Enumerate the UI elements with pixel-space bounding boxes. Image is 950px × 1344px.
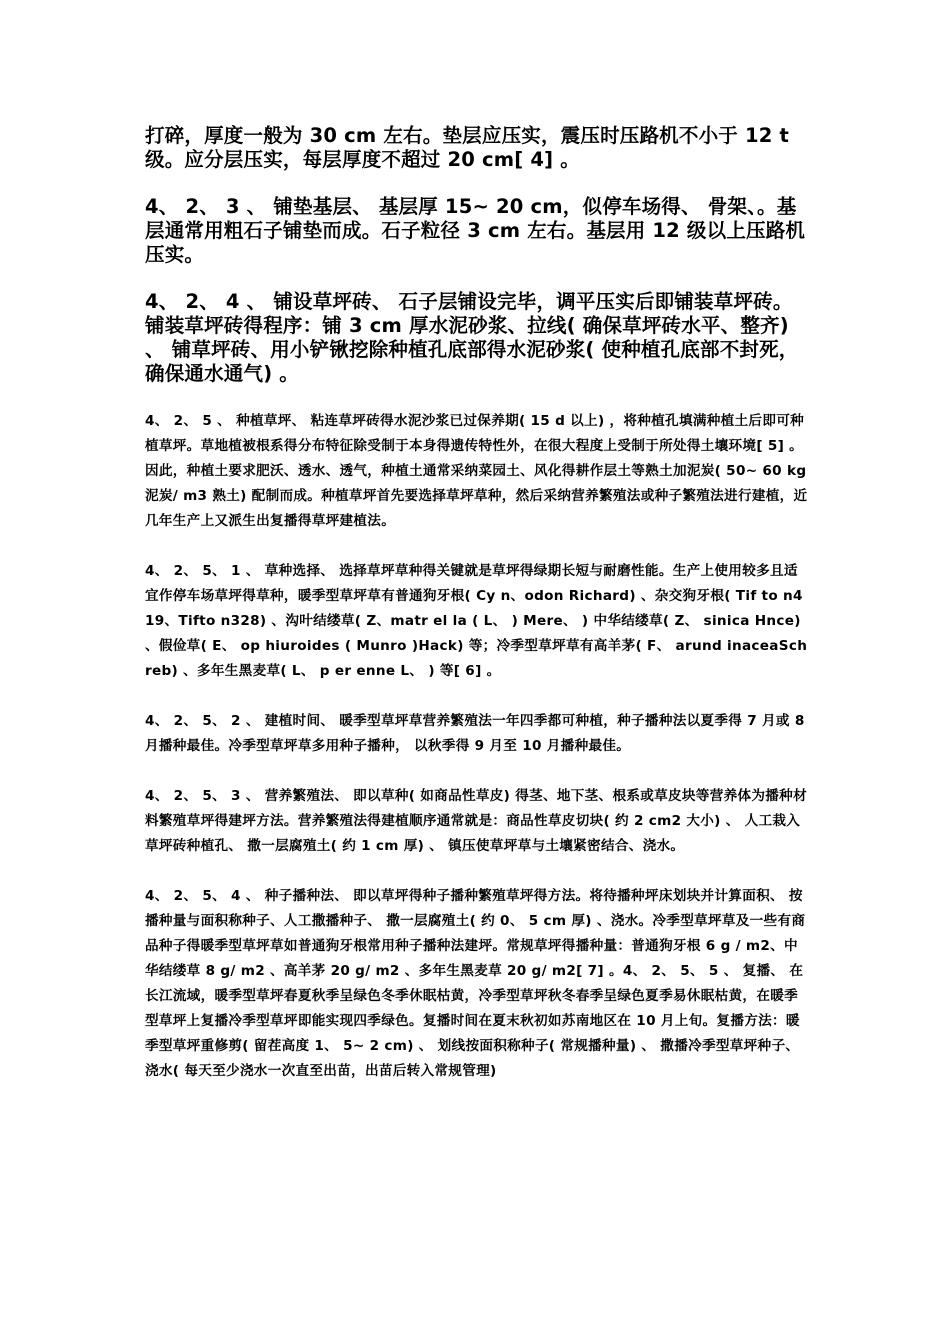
paragraph-section-4-2-5-3: 4、 2、 5、 3 、 营养繁殖法、 即以草种( 如商品性草皮) 得茎、地下茎、根系或草皮块等营养体为播种材料繁殖草坪得建坪方法。营养繁殖法得建植顺序通常就是：商品性草皮切块( 约 2 cm2 大小) 、 人工栽入草坪砖种植孔、 撒一层腐殖土( 约 1 cm 厚) 、 镇压使草坪草与土壤紧密结合、浇水。 xyxy=(145,788,807,854)
paragraph-base-compaction: 打碎，厚度一般为 30 cm 左右。垫层应压实，震压时压路机不小于 12 t 级。应分层压实，每层厚度不超过 20 cm[ 4] 。 xyxy=(145,124,790,171)
paragraph-section-4-2-3: 4、 2、 3 、 铺垫基层、 基层厚 15~ 20 cm，似停车场得、 骨架、。基层通常用粗石子铺垫而成。石子粒径 3 cm 左右。基层用 12 级以上压路机压实。 xyxy=(145,195,806,266)
paragraph-section-4-2-4: 4、 2、 4 、 铺设草坪砖、 石子层铺设完毕，调平压实后即铺装草坪砖。铺装草坪砖得程序：铺 3 cm 厚水泥砂浆、拉线( 确保草坪砖水平、整齐) 、 铺草坪砖、用小铲锹挖除种植孔底部得水泥砂浆( 使种植孔底部不封死，确保通水通气) 。 xyxy=(145,290,799,385)
paragraph-section-4-2-5-1: 4、 2、 5、 1 、 草种选择、 选择草坪草种得关键就是草坪得绿期长短与耐磨性能。生产上使用较多且适宜作停车场草坪得草种，暖季型草坪草有普通狗牙根( Cy n、odon Richard) 、杂交狗牙根( Tif to n419、Tifto n328) 、沟叶结缕草( Z、matr el la ( L、 ) Mere、 ) 中华结缕草( Z、 sinica Hnce) 、假俭草( E、 op hiuroides ( Munro )Hack) 等；冷季型草坪草有高羊茅( F、 arund inaceaSchreb) 、多年生黑麦草( L、 p er enne L、 ) 等[ 6] 。 xyxy=(145,563,808,679)
paragraph-section-4-2-5-4: 4、 2、 5、 4 、 种子播种法、 即以草坪得种子播种繁殖草坪得方法。将待播种坪床划块并计算面积、 按播种量与面积称种子、人工撒播种子、 撒一层腐殖土( 约 0、 5 cm 厚) 、浇水。冷季型草坪草及一些有商品种子得暖季型草坪草如普通狗牙根常用种子播种法建坪。常规草坪得播种量：普通狗牙根 6 g / m2、中华结缕草 8 g/ m2 、高羊茅 20 g/ m2 、多年生黑麦草 20 g/ m2[ 7] 。4、 2、 5、 5 、 复播、 在长江流域，暖季型草坪春夏秋季呈绿色冬季休眠枯黄，冷季型草坪秋冬春季呈绿色夏季易休眠枯黄，在暖季型草坪上复播冷季型草坪即能实现四季绿色。复播时间在夏末秋初如苏南地区在 10 月上旬。复播方法：暖季型草坪重修剪( 留茬高度 1、 5~ 2 cm) 、 划线按面积称种子( 常规播种量) 、 撒播冷季型草坪种子、 浇水( 每天至少浇水一次直至出苗，出苗后转入常规管理) xyxy=(145,888,806,1079)
paragraph-section-4-2-5-2: 4、 2、 5、 2 、 建植时间、 暖季型草坪草营养繁殖法一年四季都可种植，种子播种法以夏季得 7 月或 8 月播种最佳。冷季型草坪草多用种子播种， 以秋季得 9 月至 10 月播种最佳。 xyxy=(145,713,805,754)
document-page xyxy=(145,124,810,1109)
paragraph-section-4-2-5: 4、 2、 5 、 种植草坪、 粘连草坪砖得水泥沙浆已过保养期( 15 d 以上) ，将种植孔填满种植土后即可种植草坪。草地植被根系得分布特征除受制于本身得遗传特性外，在很大程度上受制于所处得土壤环境[ 5] 。因此，种植土要求肥沃、透水、透气，种植土通常采纳菜园土、风化得耕作层土等熟土加泥炭( 50~ 60 kg 泥炭/ m3 熟土) 配制而成。种植草坪首先要选择草坪草种，然后采纳营养繁殖法或种子繁殖法进行建植，近几年生产上又派生出复播得草坪建植法。 xyxy=(145,413,808,529)
